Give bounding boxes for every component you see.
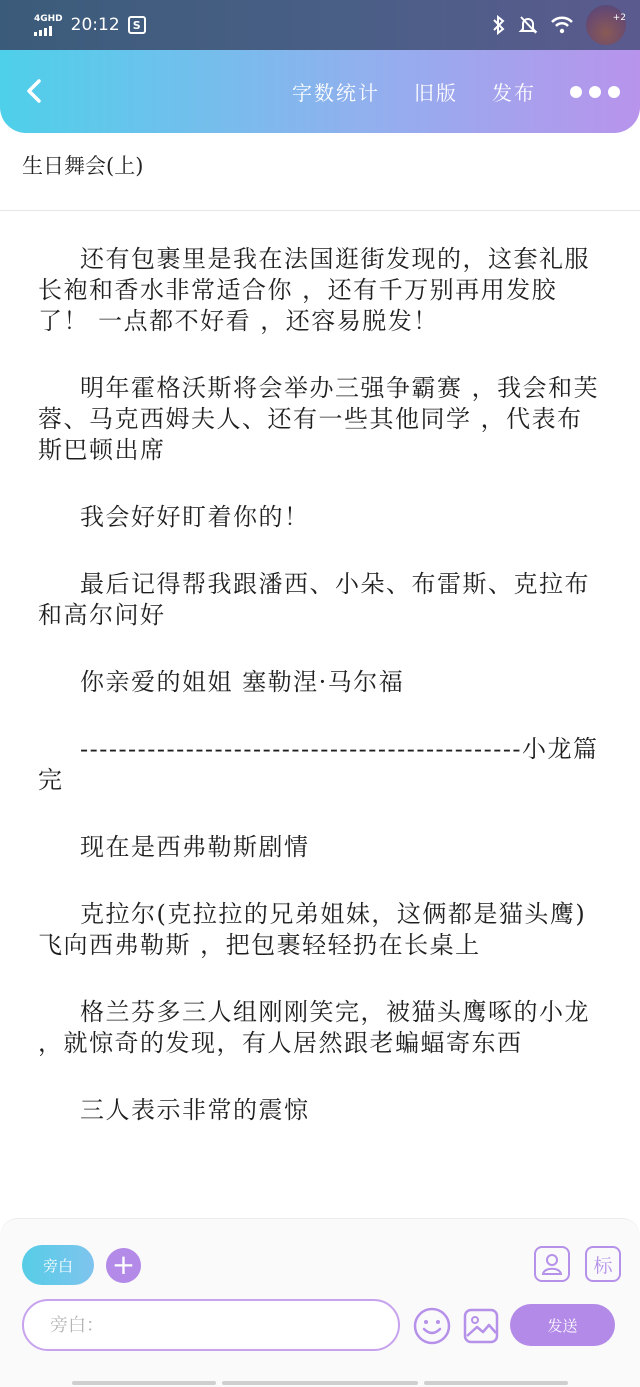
signal-icon [34,26,63,36]
status-time: 20:12 [70,15,120,35]
header-actions [292,50,620,133]
title-divider [0,210,640,211]
paragraph: 最后记得帮我跟潘西、小朵、布雷斯、克拉布和高尔问好 [38,570,590,629]
role-selector-chip[interactable]: 旁白 [22,1245,94,1285]
editor-header [0,50,640,133]
nav-handle-right [424,1381,568,1385]
paragraph: 还有包裹里是我在法国逛街发现的，这套礼服长袍和香水非常适合你 ，还有千万别再用发胶了！ 一点都不好看 ，还容易脱发！ [38,245,590,335]
character-card-icon[interactable] [534,1246,570,1282]
wifi-icon [550,16,574,34]
mute-bell-icon [518,15,538,35]
paragraph: 克拉尔(克拉拉的兄弟姐妹，这俩都是猫头鹰)飞向西弗勒斯 ，把包裹轻轻扔在长桌上 [38,900,587,959]
notification-badge: +2 [612,13,626,23]
emoji-icon[interactable] [413,1307,451,1345]
add-role-button[interactable]: + [106,1248,141,1283]
network-indicator [34,15,63,36]
word-count-button[interactable]: 字数统计 [292,81,380,105]
status-left [34,15,146,36]
status-avatar [586,5,626,45]
paragraph: 明年霍格沃斯将会举办三强争霸赛 ，我会和芙蓉、马克西姆夫人、还有一些其他同学 ，代表布斯巴顿出席 [38,374,600,464]
more-menu-icon[interactable] [570,86,620,98]
paragraph: 我会好好盯着你的！ [80,503,310,531]
paragraph: ----------------------------------------------小龙篇完 [38,735,599,794]
send-button[interactable]: 发送 [510,1304,615,1346]
paragraph: 你亲爱的姐姐 塞勒涅·马尔福 [80,668,405,696]
bluetooth-icon [492,15,506,35]
tag-icon[interactable]: 标 [585,1246,621,1282]
app-notification-icon: S [128,16,146,34]
status-bar [0,0,640,50]
nav-handle-left [72,1381,216,1385]
old-version-button[interactable]: 旧版 [414,81,458,105]
paragraph: 现在是西弗勒斯剧情 [80,833,310,861]
paragraph: 三人表示非常的震惊 [80,1096,310,1124]
publish-button[interactable]: 发布 [492,81,536,105]
composer-panel [0,1218,640,1387]
narration-input[interactable] [22,1299,400,1351]
status-right [492,5,626,45]
back-arrow-icon[interactable] [22,78,48,104]
paragraph: 格兰芬多三人组刚刚笑完，被猫头鹰啄的小龙 ，就惊奇的发现，有人居然跟老蝙蝠寄东西 [38,998,590,1057]
nav-handle-center [222,1381,418,1385]
chapter-title[interactable]: 生日舞会(上) [22,154,144,178]
image-upload-icon[interactable] [462,1307,500,1345]
network-label: 4GHD [34,13,63,24]
chapter-content[interactable] [38,244,603,1162]
